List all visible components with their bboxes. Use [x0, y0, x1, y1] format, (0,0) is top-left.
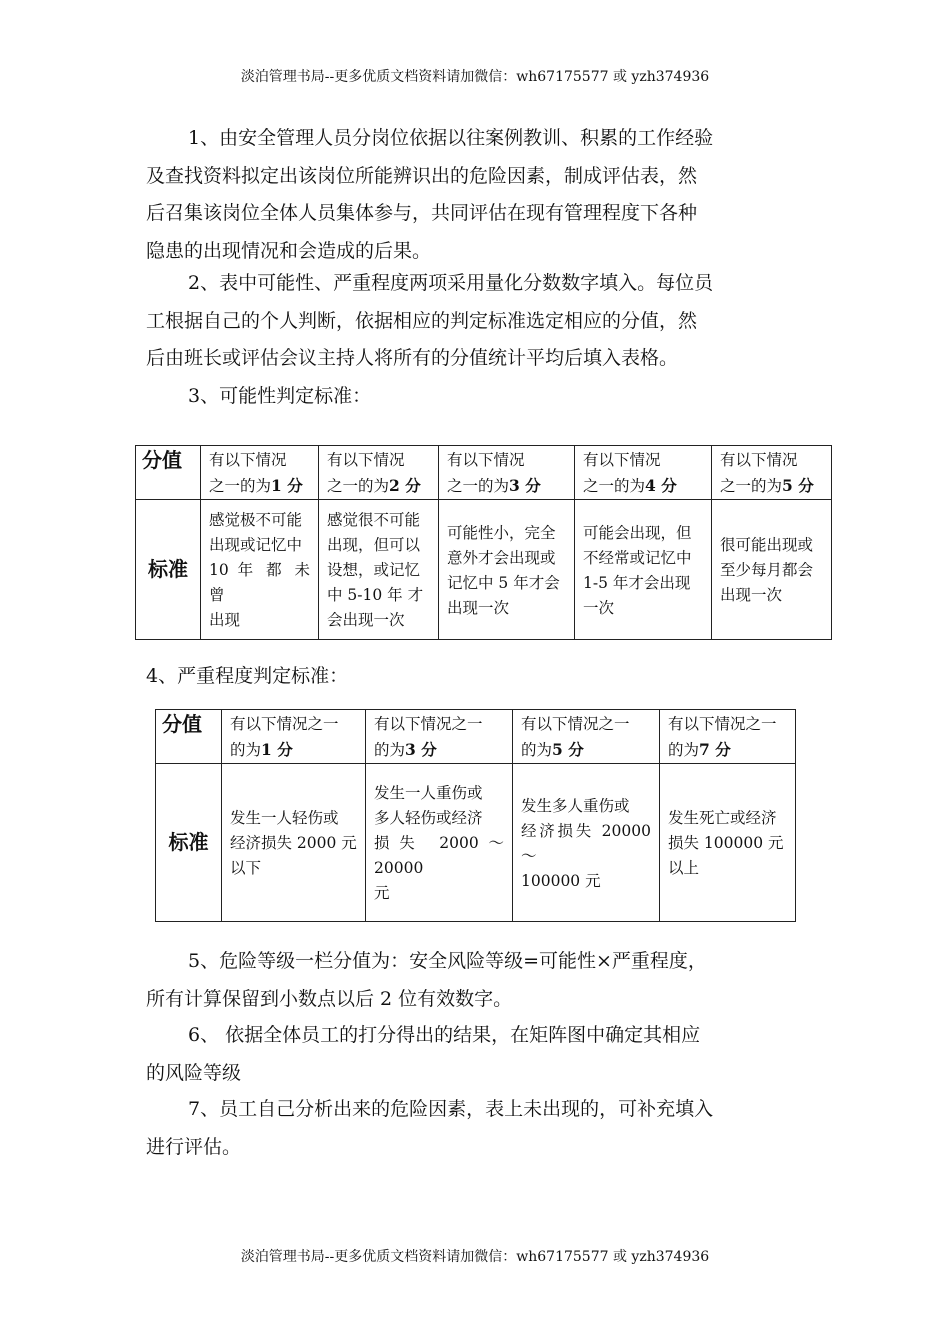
paragraph-line: 5、危险等级一栏分值为：安全风险等级=可能性×严重程度， [188, 950, 707, 972]
severity-criteria-table [155, 709, 796, 922]
likelihood-criteria-table [135, 445, 832, 640]
score-cell: 有以下情况之一 的为5 分 [513, 710, 660, 764]
row-label-standard: 标准 [156, 764, 222, 922]
paragraph-line: 6、 依据全体员工的打分得出的结果，在矩阵图中确定其相应 [188, 1024, 701, 1046]
paragraph-5 [146, 943, 806, 1018]
table-row [136, 446, 832, 500]
paragraph-2 [146, 265, 806, 378]
score-cell: 有以下情况之一 的为7 分 [660, 710, 796, 764]
paragraph-line: 隐患的出现情况和会造成的后果。 [146, 239, 432, 262]
score-cell: 有以下情况 之一的为5 分 [712, 446, 832, 500]
standard-cell: 发生一人轻伤或 经济损失 2000 元 以下 [222, 764, 366, 922]
paragraph-7 [146, 1091, 806, 1166]
paragraph-line: 工根据自己的个人判断，依据相应的判定标准选定相应的分值，然 [146, 309, 698, 332]
score-cell: 有以下情况 之一的为4 分 [575, 446, 712, 500]
paragraph-line: 3、可能性判定标准： [188, 385, 372, 407]
paragraph-4 [146, 658, 806, 696]
standard-cell: 可能性小，完全 意外才会出现或 记忆中 5 年才会 出现一次 [439, 500, 575, 640]
paragraph-line: 4、严重程度判定标准： [146, 665, 349, 687]
table-row [156, 764, 796, 922]
standard-cell: 感觉极不可能 出现或记忆中 10 年 都 未 曾 出现 [201, 500, 319, 640]
row-label-score: 分值 [136, 446, 201, 500]
table-row [136, 500, 832, 640]
standard-cell: 发生多人重伤或 经济损失 20000～ 100000 元 [513, 764, 660, 922]
paragraph-line: 2、表中可能性、严重程度两项采用量化分数数字填入。每位员 [188, 272, 714, 294]
paragraph-line: 进行评估。 [146, 1135, 242, 1158]
paragraph-1 [146, 120, 806, 270]
score-cell: 有以下情况 之一的为2 分 [319, 446, 439, 500]
paragraph-line: 7、员工自己分析出来的危险因素，表上未出现的，可补充填入 [188, 1098, 714, 1120]
paragraph-line: 后由班长或评估会议主持人将所有的分值统计平均后填入表格。 [146, 347, 679, 369]
score-cell: 有以下情况之一 的为1 分 [222, 710, 366, 764]
page-header: 淡泊管理书局--更多优质文档资料请加微信：wh67175577 或 yzh374936 [240, 69, 710, 85]
score-cell: 有以下情况之一 的为3 分 [366, 710, 513, 764]
standard-cell: 发生一人重伤或 多人轻伤或经济 损失 2000～20000 元 [366, 764, 513, 922]
score-cell: 有以下情况 之一的为3 分 [439, 446, 575, 500]
page-footer: 淡泊管理书局--更多优质文档资料请加微信：wh67175577 或 yzh374936 [240, 1249, 710, 1265]
paragraph-line: 所有计算保留到小数点以后 2 位有效数字。 [146, 987, 513, 1010]
paragraph-line: 及查找资料拟定出该岗位所能辨识出的危险因素，制成评估表，然 [146, 164, 698, 187]
paragraph-line: 后召集该岗位全体人员集体参与，共同评估在现有管理程度下各种 [146, 202, 698, 224]
paragraph-line: 1、由安全管理人员分岗位依据以往案例教训、积累的工作经验 [188, 127, 714, 149]
standard-cell: 很可能出现或 至少每月都会 出现一次 [712, 500, 832, 640]
standard-cell: 可能会出现，但 不经常或记忆中 1-5 年才会出现 一次 [575, 500, 712, 640]
paragraph-line: 的风险等级 [146, 1061, 242, 1084]
score-cell: 有以下情况 之一的为1 分 [201, 446, 319, 500]
row-label-standard: 标准 [136, 500, 201, 640]
row-label-score: 分值 [156, 710, 222, 764]
paragraph-3 [146, 378, 806, 416]
table-row [156, 710, 796, 764]
paragraph-6 [146, 1017, 806, 1092]
standard-cell: 发生死亡或经济 损失 100000 元 以上 [660, 764, 796, 922]
standard-cell: 感觉很不可能 出现，但可以 设想，或记忆 中 5-10 年 才 会出现一次 [319, 500, 439, 640]
